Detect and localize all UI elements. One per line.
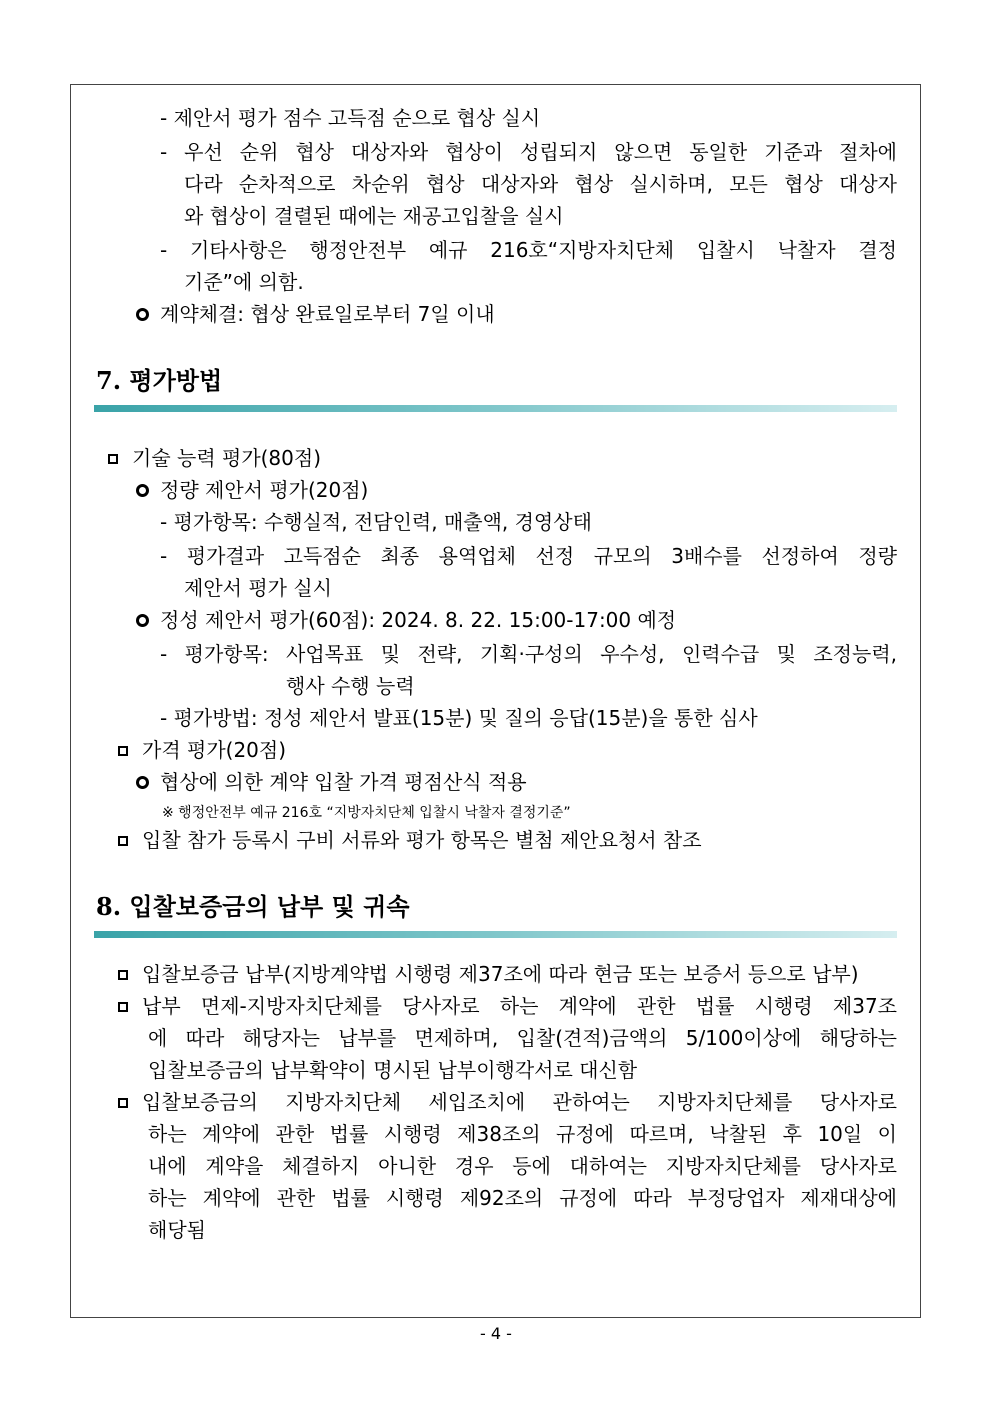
section-8-divider	[94, 931, 897, 938]
contract-text: 계약체결: 협상 완료일로부터 7일 이내	[160, 302, 495, 326]
price-eval	[118, 738, 286, 762]
qual-method: - 평가방법: 정성 제안서 발표(15분) 및 질의 응답(15분)을 통한 심사	[160, 706, 758, 730]
square-bullet-icon	[118, 970, 128, 980]
top-line-3: 다라 순차적으로 차순위 협상 대상자와 협상 실시하며, 모든 협상 대상자	[184, 172, 897, 196]
deposit-payment	[118, 962, 859, 986]
top-line-4: 와 협상이 결렬된 때에는 재공고입찰을 실시	[184, 204, 564, 228]
top-line-6: 기준”에 의함.	[184, 270, 304, 294]
section-7-divider	[94, 405, 897, 412]
exemption-text-3: 입찰보증금의 납부확약이 명시된 납부이행각서로 대신함	[148, 1058, 638, 1082]
qual-items-1: - 평가항목: 사업목표 및 전략, 기획·구성의 우수성, 인력수급 및 조정능력,	[160, 642, 897, 666]
square-bullet-icon	[118, 836, 128, 846]
square-bullet-icon	[118, 1002, 128, 1012]
square-bullet-icon	[118, 746, 128, 756]
section-7-title: 7. 평가방법	[96, 366, 223, 395]
tech-eval-text: 기술 능력 평가(80점)	[132, 446, 322, 470]
revenue-text-3: 내에 계약을 체결하지 아니한 경우 등에 대하여는 지방자치단체를 당사자로	[148, 1154, 897, 1178]
section-8-title: 8. 입찰보증금의 납부 및 귀속	[96, 892, 410, 921]
circle-bullet-icon	[136, 308, 149, 321]
exemption-item	[118, 994, 897, 1018]
price-formula	[136, 770, 527, 794]
quant-result-2: 제안서 평가 실시	[184, 576, 332, 600]
qual-eval	[136, 608, 676, 632]
exemption-text-2: 에 따라 해당자는 납부를 면제하며, 입찰(견적)금액의 5/100이상에 해당하는	[148, 1026, 897, 1050]
qual-eval-text: 정성 제안서 평가(60점): 2024. 8. 22. 15:00-17:00 예정	[160, 608, 677, 632]
quant-eval	[136, 478, 368, 502]
contract-item	[136, 302, 495, 326]
price-note: ※ 행정안전부 예규 216호 “지방자치단체 입찰시 낙찰자 결정기준”	[162, 805, 571, 821]
revenue-item	[118, 1090, 897, 1114]
price-eval-text: 가격 평가(20점)	[142, 738, 287, 762]
square-bullet-icon	[118, 1098, 128, 1108]
quant-eval-text: 정량 제안서 평가(20점)	[160, 478, 369, 502]
qual-items-2: 행사 수행 능력	[286, 674, 415, 698]
quant-items: - 평가항목: 수행실적, 전담인력, 매출액, 경영상태	[160, 510, 592, 534]
circle-bullet-icon	[136, 614, 149, 627]
docs-item	[118, 828, 702, 852]
revenue-text-2: 하는 계약에 관한 법률 시행령 제38조의 규정에 따르며, 낙찰된 후 10일 이	[148, 1122, 897, 1146]
quant-result-1: - 평가결과 고득점순 최종 용역업체 선정 규모의 3배수를 선정하여 정량	[160, 544, 897, 568]
top-line-5: - 기타사항은 행정안전부 예규 216호“지방자치단체 입찰시 낙찰자 결정	[160, 238, 897, 262]
exemption-text-1: 납부 면제-지방자치단체를 당사자로 하는 계약에 관한 법률 시행령 제37조	[142, 994, 897, 1018]
price-formula-text: 협상에 의한 계약 입찰 가격 평점산식 적용	[160, 770, 527, 794]
tech-eval	[108, 446, 321, 470]
square-bullet-icon	[108, 454, 118, 464]
revenue-text-4: 하는 계약에 관한 법률 시행령 제92조의 규정에 따라 부정당업자 제재대상에	[148, 1186, 897, 1210]
revenue-text-5: 해당됨	[148, 1218, 206, 1242]
top-line-1: - 제안서 평가 점수 고득점 순으로 협상 실시	[160, 106, 541, 130]
top-line-2: - 우선 순위 협상 대상자와 협상이 성립되지 않으면 동일한 기준과 절차에	[160, 140, 897, 164]
revenue-text-1: 입찰보증금의 지방자치단체 세입조치에 관하여는 지방자치단체를 당사자로	[142, 1090, 897, 1114]
docs-text: 입찰 참가 등록시 구비 서류와 평가 항목은 별첨 제안요청서 참조	[142, 828, 702, 852]
deposit-payment-text: 입찰보증금 납부(지방계약법 시행령 제37조에 따라 현금 또는 보증서 등으로 납부)	[142, 962, 859, 986]
page-number: - 4 -	[480, 1324, 512, 1343]
circle-bullet-icon	[136, 484, 149, 497]
circle-bullet-icon	[136, 776, 149, 789]
